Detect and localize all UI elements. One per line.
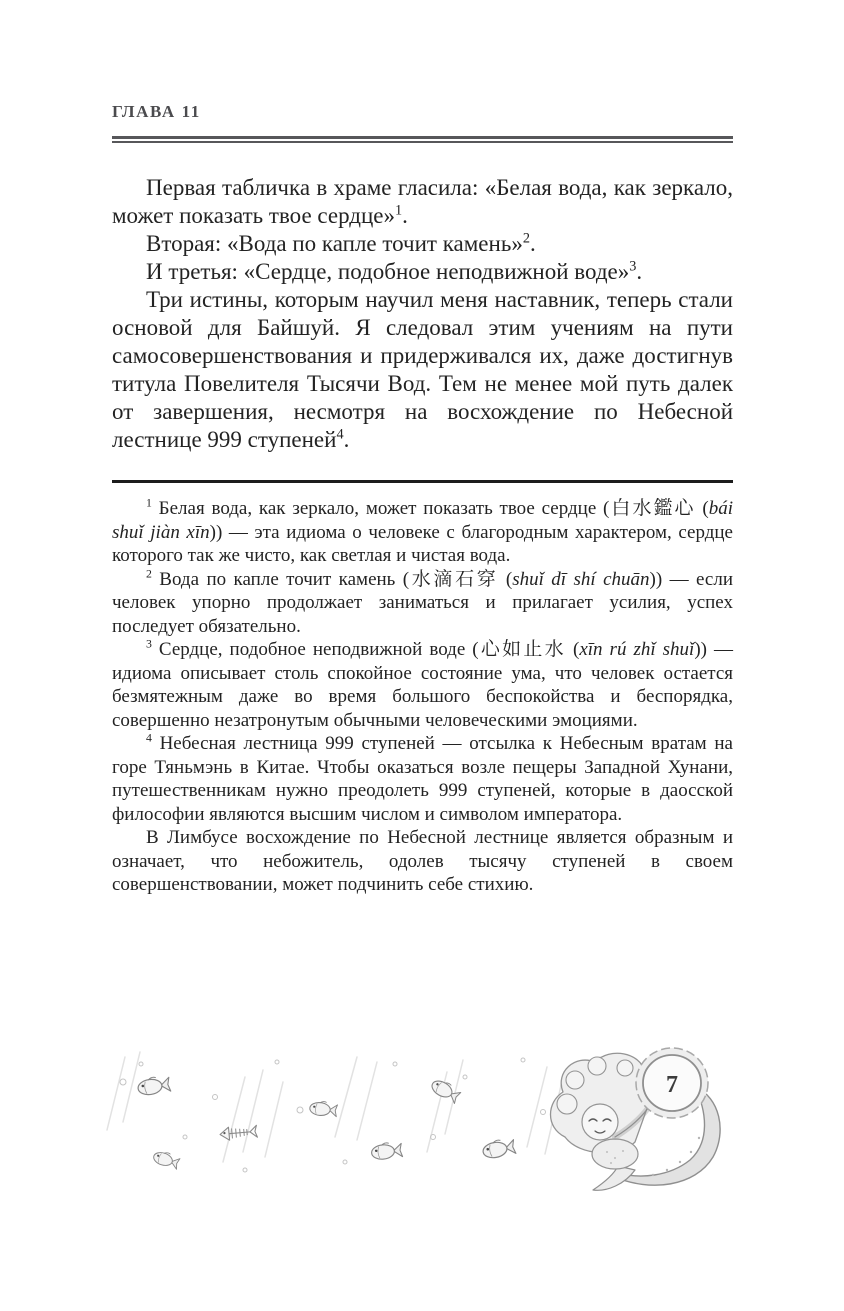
body-paragraph: И третья: «Сердце, подобное неподвижной воде»$^3$. <box>146 258 643 284</box>
fish-icon <box>482 1137 516 1159</box>
footer-illustration <box>95 1042 745 1200</box>
header-double-rule <box>112 136 733 143</box>
fish-skeleton-icon <box>219 1125 257 1141</box>
body-paragraph: Вторая: «Вода по капле точит камень»$^2$. <box>146 230 536 256</box>
footnote: $^1$ Белая вода, как зеркало, может показать твое сердце (白水鑑心 (bái shuǐ jiàn xīn)) — эта идиома о человеке с благородным характером, сердце которого так же чисто, как светлая и чистая вода. <box>112 496 733 566</box>
bubbles-decoration <box>120 1058 546 1172</box>
mermaid-illustration <box>551 1048 721 1190</box>
body-paragraph: Три истины, которым научил меня наставник, теперь стали основой для Байшуй. Я следовал этим учениям на пути самосовершенствования и придерживался их, даже достигнув титула Повелителя Тысячи Вод. Тем не менее мой путь далек от завершения, несмотря на восхождение по Небесной лестнице 999 ступеней$^4$. <box>112 287 733 452</box>
footnote: $^3$ Сердце, подобное неподвижной воде (心如止水 (xīn rú zhǐ shuǐ)) — идиома описывает столь спокойное состояние ума, что человек остается безмятежным даже во время большого беспокойства и беспорядка, совершенно незатронутым обычными человеческими эмоциями. <box>112 637 734 731</box>
fish-icon <box>309 1100 338 1117</box>
fish-icon <box>152 1149 180 1170</box>
page-number: 7 <box>666 1072 678 1098</box>
main-text <box>112 174 733 454</box>
footnote: $^4$ Небесная лестница 999 ступеней — отсылка к Небесным вратам на горе Тяньмэнь в Китае. Чтобы оказаться возле пещеры Западной Хунани, путешественникам нужно преодолеть 999 ступеней, которые в даосской философии являются высшим числом и символом императора. <box>112 731 733 825</box>
footnotes-block <box>112 497 733 897</box>
body-paragraph: Первая табличка в храме гласила: «Белая вода, как зеркало, может показать твое сердце»$^1$. <box>112 175 733 228</box>
page-content <box>112 0 733 897</box>
fish-icon <box>371 1141 403 1160</box>
underwater-vignette <box>95 1042 745 1200</box>
fish-icon <box>137 1075 171 1096</box>
water-streaks-decoration <box>107 1052 600 1162</box>
chapter-heading: ГЛАВА 11 <box>112 102 201 121</box>
footnote-separator-rule <box>112 480 733 483</box>
footnote: $^2$ Вода по капле точит камень (水滴石穿 (shuǐ dī shí chuān)) — если человек упорно продолжает заниматься и прилагает усилия, успех последует обязательно. <box>112 567 733 637</box>
footnote: В Лимбусе восхождение по Небесной лестнице является образным и означает, что небожитель, одолев тысячу ступеней в своем совершенствовании, может подчинить себе стихию. <box>112 827 733 895</box>
